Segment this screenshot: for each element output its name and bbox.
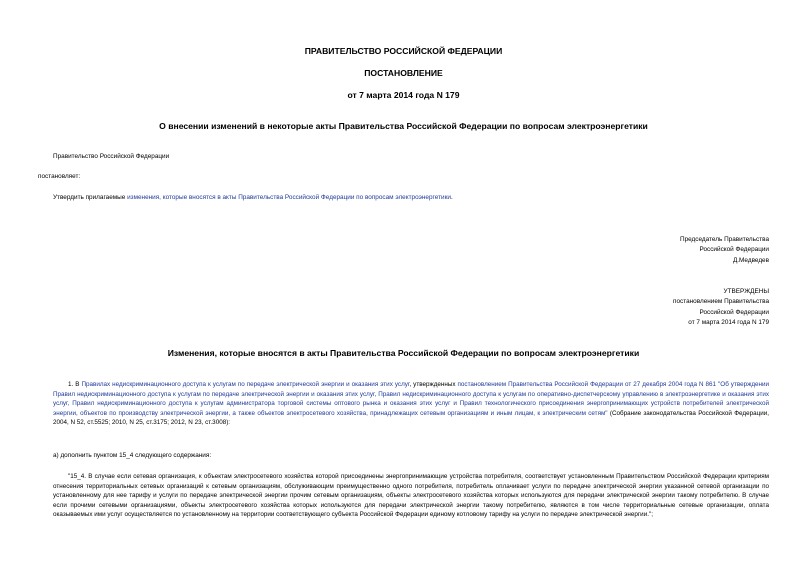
document-date-number: от 7 марта 2014 года N 179 <box>347 90 460 100</box>
approved-line-1: УТВЕРЖДЕНЫ <box>723 288 769 295</box>
preamble-decides: постановляет: <box>38 173 81 180</box>
document-type: ПОСТАНОВЛЕНИЕ <box>364 68 443 78</box>
item-1-mid: , утвержденных <box>409 381 458 388</box>
approved-line-4: от 7 марта 2014 года N 179 <box>688 319 769 327</box>
signature-line-2: Российской Федерации <box>699 246 769 254</box>
quote-text: "15_4. В случае если сетевая организация, к объектам электросетевого хозяйства которой присоединены энергопринимающие устройства потребителя, соответствует установленным Правительством Российской Федерации критериям отнесения территориальных сетевых организаций к сетевым организациям, обслуживающим преимущественно одного потребителя, потребитель оплачивает услуги по передаче электрической энергии указанной сетевой организации по установленному для нее тарифу и услуги по передаче электрической энергии прочим сетевым организациям, объекты электросетевого хозяйства которых используются для передачи электрической энергии такому потребителю. В случае если прочими сетевыми организациями, объекты электросетевого хозяйства которых используются для передачи электрической энергии такому потребителю, являются в том числе территориальные сетевые организации, оплата оказываемых ими услуг осуществляется по установленному на территории соответствующего субъекта Российской Федерации единому котловому тарифу на услуги по передаче электрической энергии."; <box>53 473 769 519</box>
approve-prefix: Утвердить прилагаемые <box>53 194 128 201</box>
approve-link[interactable]: изменения, которые вносятся в акты Правительства Российской Федерации по вопросам электроэнергетики <box>127 194 451 201</box>
resolution-861-link[interactable]: постановлением Правительства Российской Федерации от 27 декабря 2004 года N 861 "Об утверждении Правил недискриминационного доступа к услугам по передаче электрической энергии и оказания этих услуг, Правил недискриминационного доступа к услугам по оперативно-диспетчерскому управлению в электроэнергетике и оказания этих услуг, Правил недискриминационного доступа к услугам администратора торговой системы оптового рынка и оказания этих услуг и Правил технологического присоединения энергопринимающих устройств потребителей электрической энергии, объектов по производству электрической энергии, а также объектов электросетевого хозяйства, принадлежащих сетевым организациям и иным лицам, к электрическим сетям" <box>53 381 770 417</box>
signature-line-1: Председатель Правительства <box>680 236 769 243</box>
approved-block <box>673 287 769 329</box>
document-title: О внесении изменений в некоторые акты Правительства Российской Федерации по вопросам электроэнергетики <box>159 121 648 131</box>
approve-suffix: . <box>450 194 453 201</box>
approve-paragraph <box>53 193 453 203</box>
quote-paragraph <box>53 472 769 520</box>
sub-item-a: а) дополнить пунктом 15_4 следующего содержания: <box>53 452 212 459</box>
preamble-subject: Правительство Российской Федерации <box>53 153 170 160</box>
government-name: ПРАВИТЕЛЬСТВО РОССИЙСКОЙ ФЕДЕРАЦИИ <box>304 46 503 56</box>
signature-line-3: Д.Медведев <box>732 256 769 264</box>
changes-title: Изменения, которые вносятся в акты Правительства Российской Федерации по вопросам электроэнергетики <box>167 348 640 358</box>
item-1-paragraph <box>53 380 769 428</box>
approved-line-2: постановлением Правительства <box>673 298 769 306</box>
item-1-prefix: 1. В <box>68 381 82 388</box>
signature-block <box>680 235 769 266</box>
rules-link[interactable]: Правилах недискриминационного доступа к услугам по передаче электрической энергии и оказания этих услуг <box>81 381 410 388</box>
item-1-suffix: (Собрание законодательства Российской Федерации, 2004, N 52, ст.5525; 2010, N 25, ст.3175; 2012, N 23, ст.3008): <box>53 409 769 427</box>
approved-line-3: Российской Федерации <box>699 308 769 316</box>
